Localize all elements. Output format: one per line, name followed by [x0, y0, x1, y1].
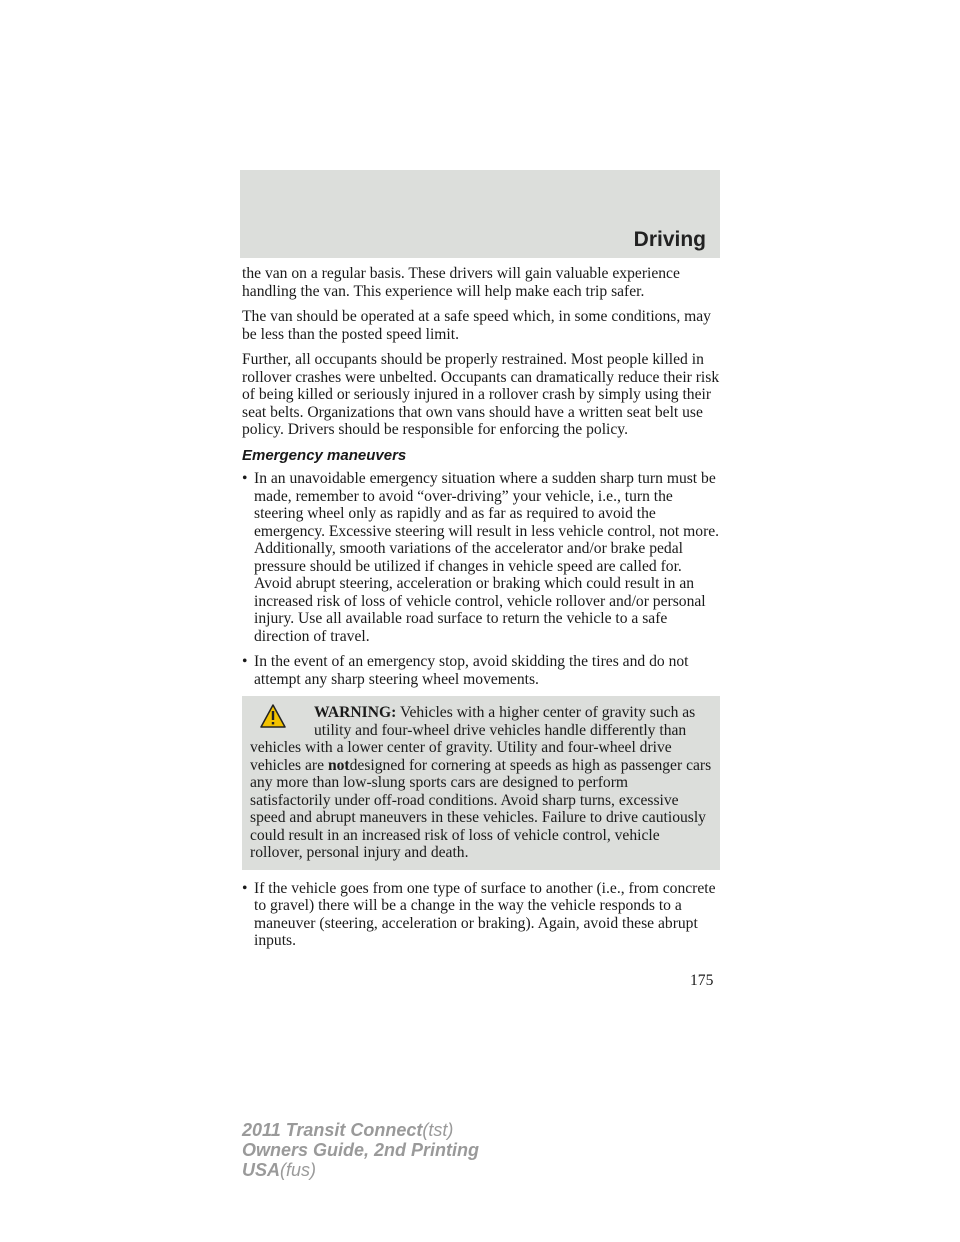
warning-triangle-icon — [260, 704, 286, 728]
footer-line — [242, 1120, 479, 1140]
warning-text: utility and four-wheel drive vehicles handle differently than — [314, 721, 687, 739]
paragraph: The van should be operated at a safe speed which, in some conditions, may be less than the posted speed limit. — [242, 308, 711, 343]
warning-intro — [250, 704, 712, 739]
list-item — [242, 653, 720, 688]
list-item-text: If the vehicle goes from one type of surface to another (i.e., from concrete to gravel) there will be a change in the way the vehicle responds to a maneuver (steering, acceleration or braking). Again, avoid these abrupt inputs. — [254, 879, 716, 949]
paragraph: the van on a regular basis. These drivers will gain valuable experience handling the van. This experience will help make each trip safer. — [242, 265, 680, 300]
bullet-marker: • — [242, 653, 248, 670]
section-header-band — [240, 170, 720, 258]
bullet-marker: • — [242, 470, 248, 487]
document-footer — [242, 1120, 479, 1180]
list-item — [242, 470, 720, 645]
footer-model: 2011 Transit Connect — [242, 1120, 423, 1140]
footer-market: USA — [242, 1160, 281, 1180]
warning-body — [250, 739, 712, 862]
list-item-text: In the event of an emergency stop, avoid skidding the tires and do not attempt any sharp steering wheel movements. — [254, 653, 689, 688]
warning-box — [242, 696, 720, 870]
page-number: 175 — [690, 972, 714, 989]
footer-line: Owners Guide, 2nd Printing — [242, 1140, 480, 1160]
section-heading: Emergency maneuvers — [242, 446, 407, 464]
warning-text: vehicles with a lower center of gravity. Utility and four-wheel drive vehicles are — [250, 739, 672, 774]
list-item-text: In an unavoidable emergency situation where a sudden sharp turn must be made, remember to avoid “over-driving” your vehicle, i.e., turn the steering wheel only as rapidly and as far as required to avoid the emergency. Excessive steering will result in less vehicle control, not more. Additionally, smooth variations of the accelerator and/or brake pedal pressure should be utilized if changes in vehicle speed are called for. Avoid abrupt steering, acceleration or braking which could result in an increased risk of loss of vehicle control, vehicle rollover and/or personal injury. Use all available road surface to return the vehicle to a safe direction of travel. — [254, 470, 720, 645]
warning-label: WARNING: — [314, 704, 397, 721]
paragraph: Further, all occupants should be properly restrained. Most people killed in rollover crashes were unbelted. Occupants can dramatically reduce their risk of being killed or seriously injured in a rollover crash by simply using their seat belts. Organizations that own vans should have a written seat belt use policy. Drivers should be responsible for enforcing the policy. — [242, 351, 720, 438]
warning-emphasis: not — [327, 756, 350, 774]
bullet-marker: • — [242, 879, 248, 897]
warning-text: designed for cornering at speeds as high as passenger cars any more than low-slung sports cars are designed to perform satisfactorily under off-road conditions. Avoid sharp turns, excessive speed and abrupt maneuvers in these vehicles. Failure to drive cautiously could result in an increased risk of loss of vehicle control, vehicle rollover, personal injury and death. — [250, 756, 712, 861]
list-item — [242, 880, 720, 950]
section-title: Driving — [633, 228, 706, 251]
footer-code: (tst) — [422, 1120, 454, 1140]
footer-code: (fus) — [280, 1160, 317, 1180]
footer-line — [242, 1160, 479, 1180]
page-content — [242, 265, 720, 958]
warning-text: Vehicles with a higher center of gravity such as — [399, 704, 696, 721]
